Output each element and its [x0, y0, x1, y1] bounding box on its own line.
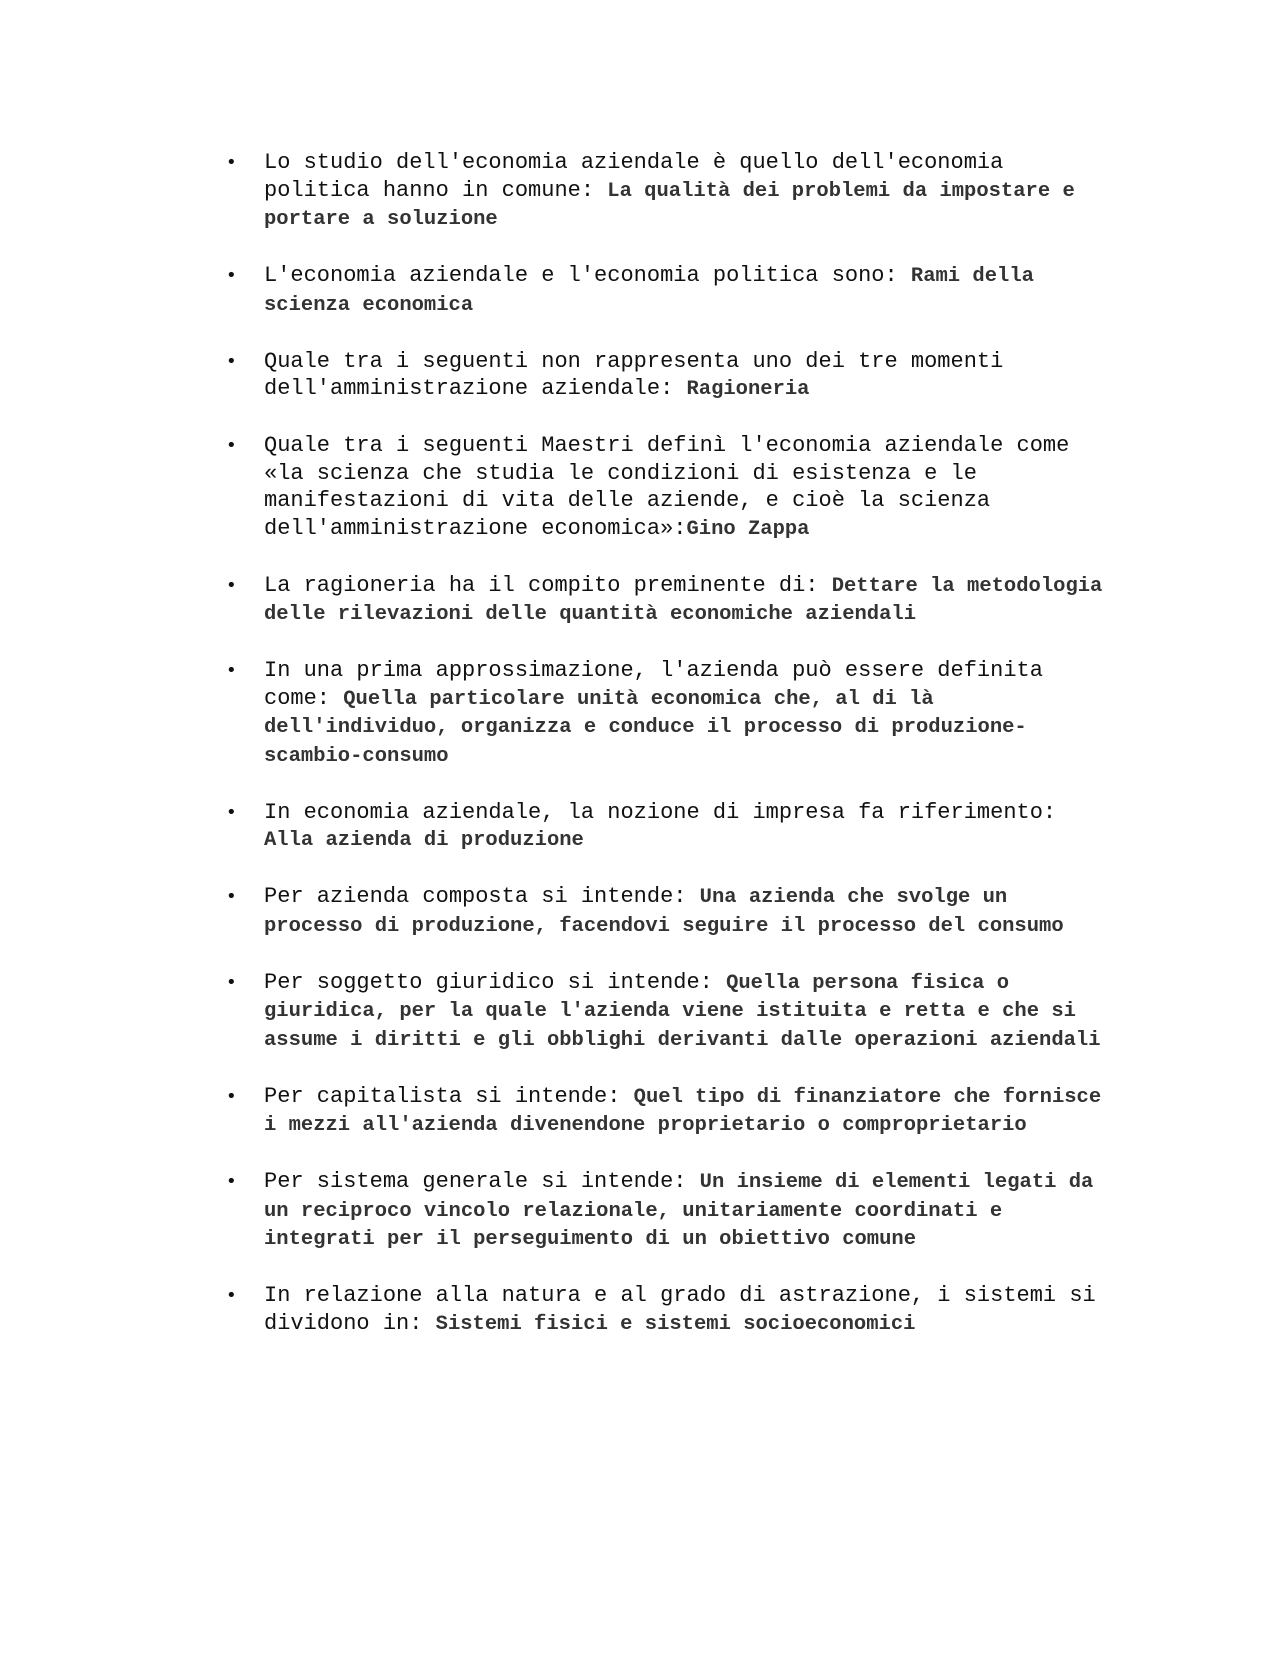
bullet-icon: •: [226, 350, 237, 372]
question-text: Per soggetto giuridico si intende:: [264, 969, 727, 995]
question-text: In una prima approssimazione, l'azienda può essere definita come:: [264, 658, 1043, 711]
answer-text: Gino Zappa: [686, 517, 810, 541]
answer-text: Ragioneria: [686, 378, 810, 401]
bullet-icon: •: [226, 574, 237, 596]
list-item: [226, 657, 1106, 770]
answer-text: Un insieme di elementi legati da un reciproco vincolo relazionale, unitariamente coordinati e integrati per il perseguimento di un obiettivo comune: [264, 1171, 1094, 1251]
question-text: Per azienda composta si intende:: [264, 884, 700, 909]
bullet-icon: •: [226, 886, 237, 907]
question-text: Lo studio dell'economia aziendale è quello dell'economia politica hanno in comune:: [264, 150, 1004, 203]
list-item: [226, 432, 1106, 543]
list-item: [226, 799, 1106, 855]
bullet-icon: •: [226, 152, 237, 173]
question-text: Quale tra i seguenti non rappresenta uno dei tre momenti dell'amministrazione aziendale:: [264, 348, 1004, 401]
bullet-icon: •: [226, 435, 237, 456]
bullet-icon: •: [226, 971, 237, 993]
bullet-icon: •: [226, 1171, 237, 1192]
answer-text: Quella persona fisica o giuridica, per la quale l'azienda viene istituita e retta e che si assume i diritti e gli obblighi derivanti dalle operazioni aziendali: [264, 971, 1101, 1052]
list-item: [226, 1083, 1106, 1140]
answer-text: Quel tipo di finanziatore che fornisce i mezzi all'azienda divenendone proprietario o comproprietario: [264, 1085, 1102, 1137]
list-item: [226, 969, 1106, 1055]
bullet-icon: •: [226, 265, 237, 286]
bullet-icon: •: [226, 660, 237, 681]
question-text: In relazione alla natura e al grado di astrazione, i sistemi si dividono in:: [264, 1283, 1096, 1336]
list-item: [226, 262, 1106, 319]
list-item: [226, 883, 1106, 940]
list-item: [226, 1168, 1106, 1254]
list-item: [226, 149, 1106, 234]
list-item: [226, 572, 1106, 629]
answer-text: Una azienda che svolge un processo di produzione, facendovi seguire il processo del consumo: [264, 886, 1064, 938]
bullet-icon: •: [226, 1285, 237, 1306]
answer-text: Quella particolare unità economica che, al di là dell'individuo, organizza e conduce il processo di produzione-scambio-consumo: [264, 687, 1027, 768]
qa-bullet-list: [226, 149, 1106, 1367]
answer-text: Sistemi fisici e sistemi socioeconomici: [435, 1312, 916, 1336]
question-text: In economia aziendale, la nozione di impresa fa riferimento:: [264, 799, 1057, 825]
answer-text: La qualità dei problemi da impostare e portare a soluzione: [264, 179, 1075, 231]
question-text: Per sistema generale si intende:: [264, 1169, 700, 1194]
bullet-icon: •: [226, 801, 237, 823]
bullet-icon: •: [226, 1085, 237, 1107]
question-text: L'economia aziendale e l'economia politica sono:: [264, 263, 911, 288]
answer-text: Alla azienda di produzione: [264, 829, 584, 852]
list-item: [226, 1282, 1106, 1338]
answer-text: Dettare la metodologia delle rilevazioni delle quantità economiche aziendali: [264, 574, 1103, 626]
list-item: [226, 348, 1106, 404]
question-text: Per capitalista si intende:: [264, 1083, 634, 1109]
question-text: La ragioneria ha il compito preminente di:: [264, 572, 832, 598]
question-text: Quale tra i seguenti Maestri definì l'economia aziendale come «la scienza che studia le condizioni di esistenza e le manifestazioni di vita delle aziende, e cioè la scienza dell'amministrazione economica»:: [264, 433, 1070, 541]
answer-text: Rami della scienza economica: [264, 265, 1034, 317]
